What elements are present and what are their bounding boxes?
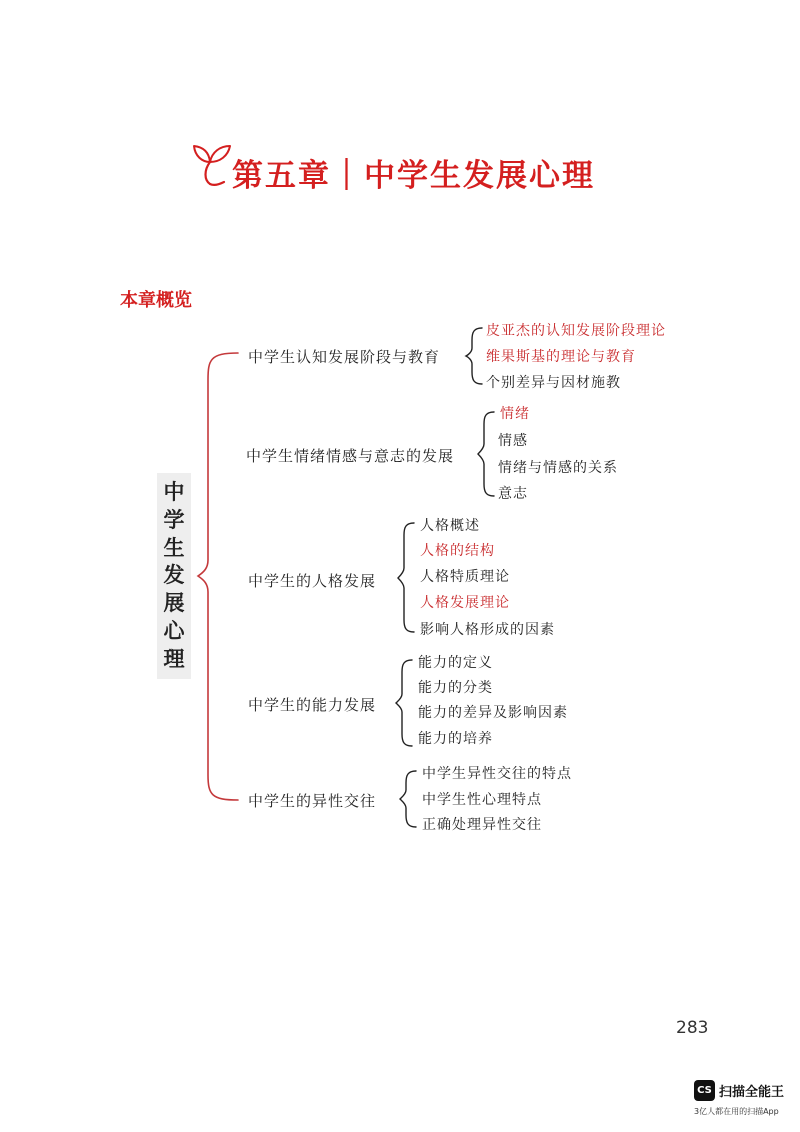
root-char: 中 — [163, 480, 185, 505]
root-char: 理 — [163, 646, 185, 671]
leaf-item: 情绪与情感的关系 — [498, 460, 618, 476]
leaf-item: 能力的培养 — [418, 731, 493, 747]
leaf-item: 能力的差异及影响因素 — [418, 705, 568, 721]
watermark-tagline: 3亿人都在用的扫描App — [694, 1107, 779, 1116]
branch-label: 中学生的异性交往 — [248, 792, 377, 810]
leaf-item: 人格发展理论 — [420, 595, 510, 611]
leaf-item: 情感 — [498, 433, 528, 449]
leaf-item: 中学生性心理特点 — [422, 792, 542, 808]
root-brace — [198, 353, 238, 800]
mindmap-root — [157, 473, 191, 679]
leaf-item: 中学生异性交往的特点 — [422, 766, 572, 782]
watermark-app-name: 扫描全能王 — [719, 1085, 785, 1100]
overview-label: 本章概览 — [120, 290, 192, 311]
leaf-item: 人格特质理论 — [420, 569, 510, 585]
leaf-item: 人格的结构 — [420, 543, 495, 559]
root-char: 展 — [163, 591, 185, 616]
root-char: 生 — [163, 535, 185, 560]
chapter-title: 第五章｜中学生发展心理 — [232, 158, 595, 194]
page-number: 283 — [676, 1018, 709, 1038]
leaf-item: 人格概述 — [420, 518, 480, 534]
leaf-item: 皮亚杰的认知发展阶段理论 — [486, 323, 666, 339]
branch-label: 中学生的能力发展 — [248, 696, 377, 714]
leaf-item: 正确处理异性交往 — [422, 817, 542, 833]
leaf-item: 能力的定义 — [418, 655, 493, 671]
root-char: 心 — [163, 618, 185, 643]
root-char: 发 — [163, 563, 185, 588]
leaf-item: 情绪 — [500, 406, 530, 422]
leaf-item: 影响人格形成的因素 — [420, 622, 555, 638]
branch-label: 中学生情绪情感与意志的发展 — [246, 447, 455, 465]
root-char: 学 — [163, 508, 185, 533]
branch-label: 中学生认知发展阶段与教育 — [248, 348, 441, 366]
camscanner-logo-icon: CS — [694, 1080, 715, 1101]
leaf-item: 能力的分类 — [418, 680, 493, 696]
leaf-item: 意志 — [498, 486, 528, 502]
branch-label: 中学生的人格发展 — [248, 572, 377, 590]
leaf-item: 维果斯基的理论与教育 — [486, 349, 636, 365]
leaf-item: 个别差异与因材施教 — [486, 375, 621, 391]
